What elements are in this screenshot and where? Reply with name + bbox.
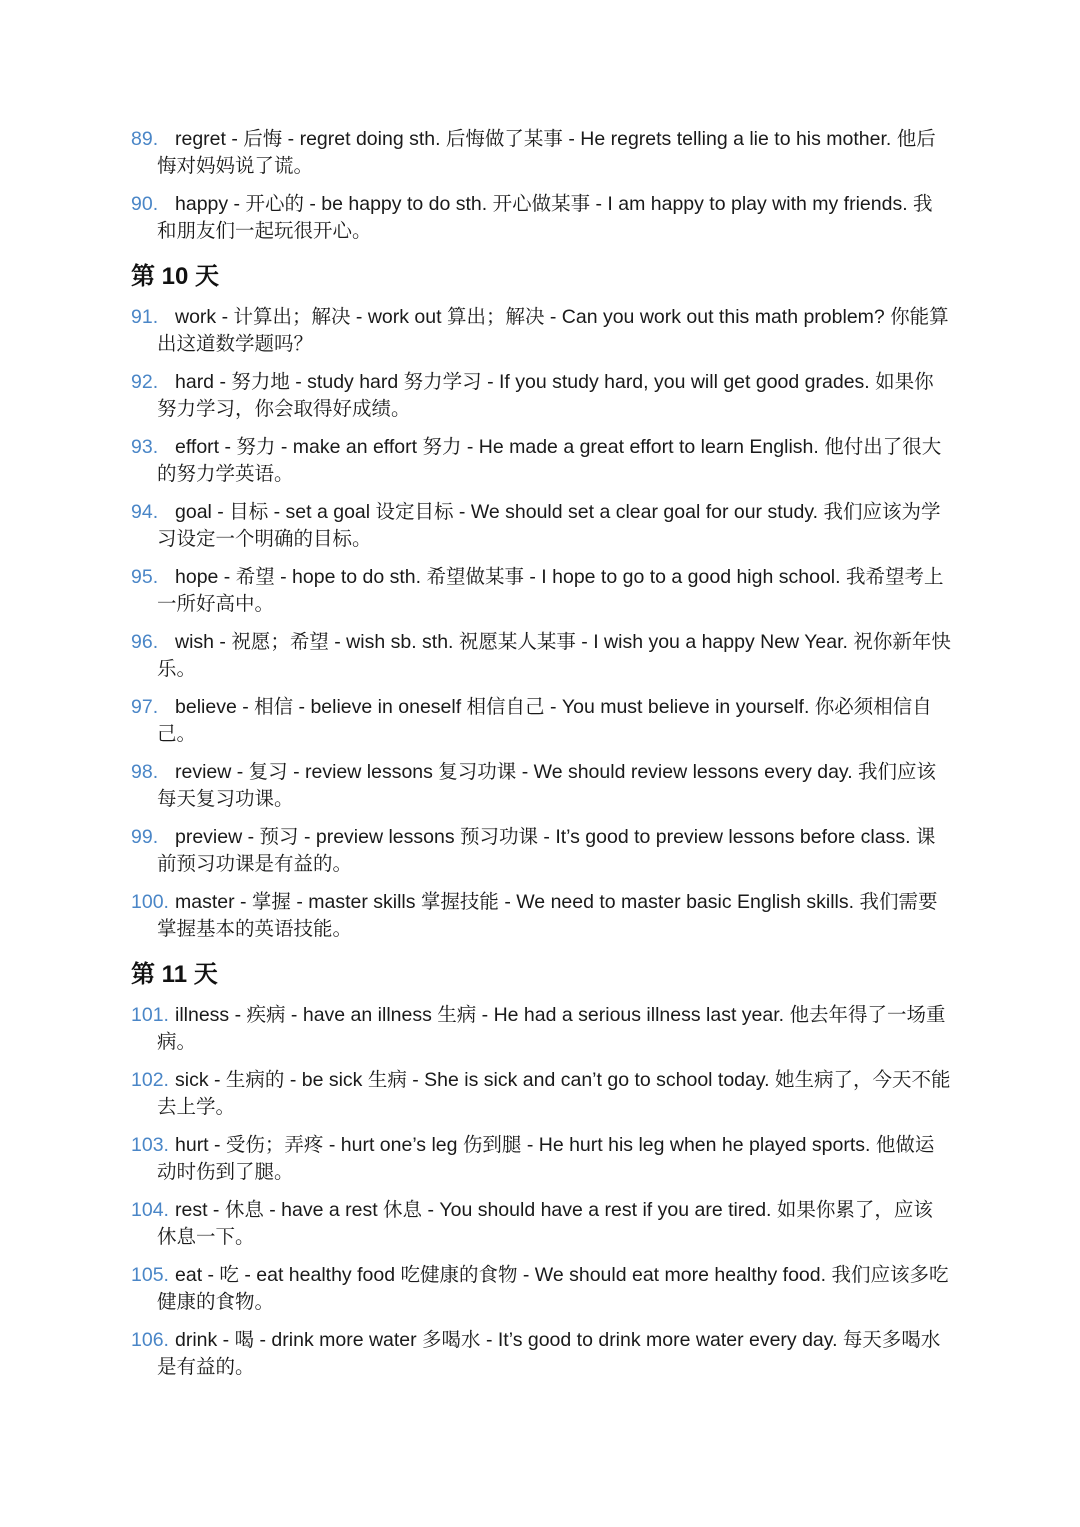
vocab-entry [131, 759, 951, 813]
vocab-entry [131, 369, 951, 423]
entry-text: rest - 休息 - have a rest 休息 - You should have a rest if you are tired. 如果你累了，应该休息一下。 [157, 1199, 933, 1248]
entry-number: 91. [131, 306, 159, 328]
entry-number: 98. [131, 761, 159, 783]
entry-number: 93. [131, 436, 159, 458]
entry-text: sick - 生病的 - be sick 生病 - She is sick and can’t go to school today. 她生病了，今天不能去上学。 [157, 1069, 951, 1118]
vocab-entry [131, 191, 951, 245]
vocab-entry [131, 629, 951, 683]
entry-number: 95. [131, 566, 159, 588]
entry-number: 97. [131, 696, 159, 718]
section-heading: 第 11 天 [131, 961, 218, 988]
entry-text: eat - 吃 - eat healthy food 吃健康的食物 - We should eat more healthy food. 我们应该多吃健康的食物。 [157, 1264, 949, 1313]
entry-text: drink - 喝 - drink more water 多喝水 - It’s good to drink more water every day. 每天多喝水是有益的。 [157, 1329, 941, 1378]
vocab-entry [131, 499, 951, 553]
vocabulary-page [131, 126, 951, 1392]
vocab-entry [131, 304, 951, 358]
entry-number: 90. [131, 193, 159, 215]
entry-number: 96. [131, 631, 159, 653]
vocab-entry [131, 126, 951, 180]
entry-number: 92. [131, 371, 159, 393]
entry-number: 102. [131, 1069, 169, 1091]
entry-number: 94. [131, 501, 159, 523]
entry-number: 106. [131, 1329, 169, 1351]
vocab-entry [131, 1002, 951, 1056]
entry-text: work - 计算出；解决 - work out 算出；解决 - Can you work out this math problem? 你能算出这道数学题吗？ [157, 306, 949, 355]
entry-text: preview - 预习 - preview lessons 预习功课 - It’s good to preview lessons before class. 课前预习功课是有益的。 [157, 826, 936, 875]
section-heading: 第 10 天 [131, 263, 220, 290]
vocab-entry [131, 434, 951, 488]
entry-text: regret - 后悔 - regret doing sth. 后悔做了某事 - He regrets telling a lie to his mother. 他后悔对妈妈说了谎。 [157, 128, 936, 177]
vocab-entry [131, 694, 951, 748]
entry-text: goal - 目标 - set a goal 设定目标 - We should set a clear goal for our study. 我们应该为学习设定一个明确的目标。 [157, 501, 941, 550]
vocab-entry [131, 564, 951, 618]
entry-text: effort - 努力 - make an effort 努力 - He made a great effort to learn English. 他付出了很大的努力学英语。 [157, 436, 942, 485]
entry-number: 103. [131, 1134, 169, 1156]
entry-number: 105. [131, 1264, 169, 1286]
entry-text: happy - 开心的 - be happy to do sth. 开心做某事 - I am happy to play with my friends. 我和朋友们一起玩很开心。 [157, 193, 933, 242]
group-day-10 [131, 262, 951, 943]
entry-text: review - 复习 - review lessons 复习功课 - We should review lessons every day. 我们应该每天复习功课。 [157, 761, 937, 810]
vocab-entry [131, 889, 951, 943]
vocab-entry [131, 1067, 951, 1121]
entry-text: master - 掌握 - master skills 掌握技能 - We need to master basic English skills. 我们需要掌握基本的英语技能。 [157, 891, 938, 940]
group-day-11 [131, 960, 951, 1381]
entry-text: hurt - 受伤；弄疼 - hurt one’s leg 伤到腿 - He hurt his leg when he played sports. 他做运动时伤到了腿。 [157, 1134, 935, 1183]
entry-number: 101. [131, 1004, 169, 1026]
entry-number: 99. [131, 826, 159, 848]
group-continuation [131, 126, 951, 245]
vocab-entry [131, 1132, 951, 1186]
entry-text: believe - 相信 - believe in oneself 相信自己 - You must believe in yourself. 你必须相信自己。 [157, 696, 932, 745]
vocab-entry [131, 824, 951, 878]
entry-text: hard - 努力地 - study hard 努力学习 - If you study hard, you will get good grades. 如果你努力学习，你会取得好成绩。 [157, 371, 934, 420]
vocab-entry [131, 1197, 951, 1251]
entry-number: 100. [131, 891, 169, 913]
entry-text: hope - 希望 - hope to do sth. 希望做某事 - I hope to go to a good high school. 我希望考上一所好高中。 [157, 566, 944, 615]
vocab-entry [131, 1262, 951, 1316]
entry-number: 104. [131, 1199, 169, 1221]
entry-text: illness - 疾病 - have an illness 生病 - He had a serious illness last year. 他去年得了一场重病。 [157, 1004, 946, 1053]
vocab-entry [131, 1327, 951, 1381]
entry-text: wish - 祝愿；希望 - wish sb. sth. 祝愿某人某事 - I wish you a happy New Year. 祝你新年快乐。 [157, 631, 951, 680]
entry-number: 89. [131, 128, 159, 150]
